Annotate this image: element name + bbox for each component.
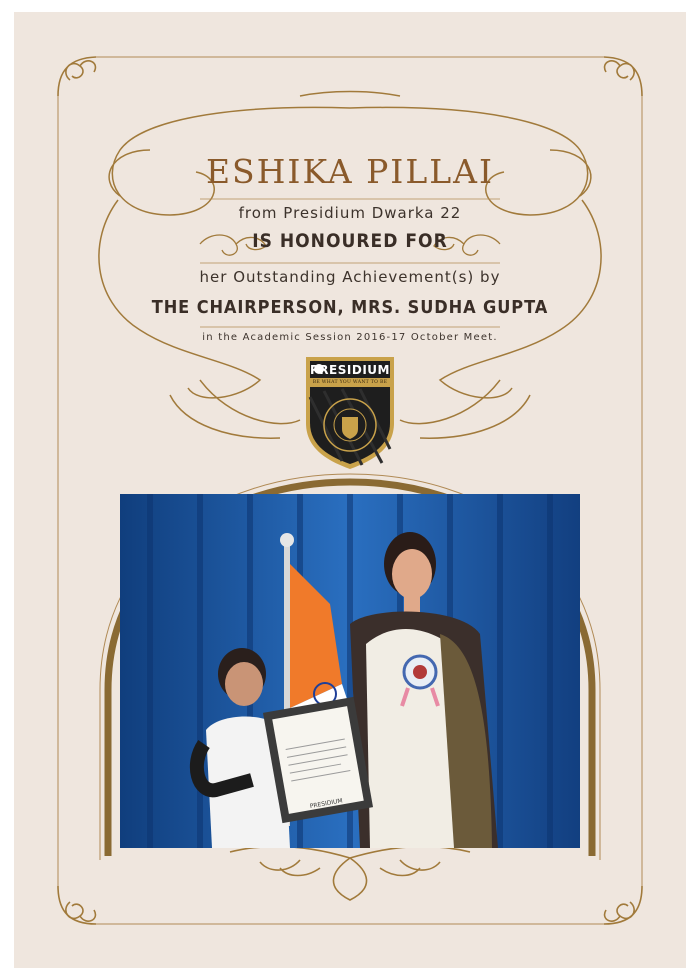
presidium-logo (302, 353, 398, 471)
bottom-flourish-icon (230, 846, 470, 900)
achievement-line: her Outstanding Achievement(s) by (199, 268, 501, 286)
logo-brand: PRESIDIUM (310, 363, 390, 377)
held-certificate (263, 697, 373, 823)
session-line: in the Academic Session 2016-17 October Meet. (202, 332, 498, 343)
chairperson-line: THE CHAIRPERSON, MRS. SUDHA GUPTA (151, 297, 549, 318)
honoured-heading: IS HONOURED FOR (252, 230, 448, 252)
school-line: from Presidium Dwarka 22 (238, 204, 462, 222)
recipient-name: ESHIKA PILLAI (205, 152, 495, 191)
photo-scene (120, 494, 580, 848)
held-certificate-footer: PRESIDIUM (309, 797, 344, 811)
award-photograph (120, 494, 580, 848)
logo-tagline: BE WHAT YOU WANT TO BE (312, 380, 388, 385)
